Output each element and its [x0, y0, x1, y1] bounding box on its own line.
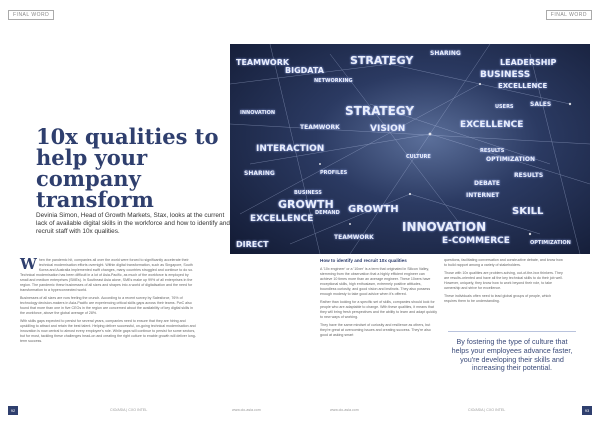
hero-word: DEBATE: [474, 180, 501, 187]
hero-word: VISION: [370, 124, 406, 134]
footer-brand-right: CIO/ASIA | CXO INTEL: [468, 408, 506, 412]
body-column-left: [20, 255, 196, 347]
hero-word: RESULTS: [514, 172, 544, 179]
paragraph: Those with 10x qualities are problem-solving, out-of-the-box thinkers. They are results-oriented and have all the key technical skills to do their job well. However, uniquely, they know how to work beyond their role, to take ownership and strive for excellence.: [444, 271, 563, 290]
footer-url-left: www.cio-asia.com: [232, 408, 261, 412]
hero-word: INTERNET: [466, 192, 500, 199]
hero-word: INNOVATION: [240, 110, 276, 116]
paragraph: A '10x engineer' or a '10xer' is a term that originated in Silicon Valley, stemming from the observation that a highly efficient engineer can achieve 10 times more than an average engineer. These 10xers have exceptional skills, high enthusiasm, extremely positive attitudes, boundless curiosity, and good vision and instincts. They also possess enough modesty to take good advice when it's offered.: [320, 266, 431, 296]
hero-word: EXCELLENCE: [498, 82, 548, 90]
pull-quote-rule: [448, 331, 576, 332]
hero-word: GROWTH: [278, 198, 334, 211]
hero-word: STRATEGY: [350, 54, 414, 67]
paragraph: With skills gaps expected to persist for several years, companies need to ensure that they are hiring and upskilling to attract and retain the best talent. Helping deliver successful, on-going technical modernisation and innovation is now central to almost every employee's role. While gaps will continue to persist for some sectors, but for most, tackling these challenges head-on and creating the right culture to enable growth will deliver long-term success.: [20, 319, 196, 343]
hero-word: E-COMMERCE: [442, 236, 510, 246]
page-number-left: 92: [8, 406, 18, 415]
hero-word: NETWORKING: [314, 78, 353, 84]
footer-url-right: www.cio-asia.com: [330, 408, 359, 412]
hero-word: CULTURE: [406, 154, 431, 160]
paragraph: Businesses of all sizes are now feeling the crunch. According to a recent survey by Salesforce, 76% of technology decision-makers in Asia-Pacific are experiencing critical skills gaps across their teams. PwC also found that more than one in five CEOs in the region are concerned about the availability of key digital skills in the workforce, above the global average of 28%.: [20, 296, 193, 315]
page-number-right: 93: [582, 406, 592, 415]
hero-word: INTERACTION: [256, 144, 325, 154]
hero-word: STRATEGY: [345, 104, 415, 118]
hero-word: OPTIMIZATION: [486, 156, 536, 163]
paragraph: questions, facilitating conversation and constructive debate, and know how to build rapport among a variety of stakeholders.: [444, 258, 563, 267]
paragraph: Rather than looking for a specific set of skills, companies should look for people who are adaptable to change. With these qualities, it means that they will bring fresh perspectives and the ability to learn and adapt quickly to new ways of working.: [320, 299, 438, 319]
hero-word: SALES: [530, 101, 552, 108]
hero-word: INNOVATION: [402, 220, 487, 234]
body-column-right: [444, 258, 564, 307]
hero-word: USERS: [495, 104, 514, 110]
hero-word: DEMAND: [315, 210, 340, 216]
subheading: How to identify and recruit 10x qualities: [320, 258, 407, 263]
hero-word: BIGDATA: [285, 66, 324, 75]
paragraph: These individuals often need to lead global groups of people, which requires them to be understanding.: [444, 294, 552, 303]
hero-word: TEAMWORK: [300, 124, 340, 131]
hero-word: PROFILES: [320, 170, 348, 176]
hero-word: SHARING: [244, 170, 275, 177]
body-column-middle: [320, 258, 438, 341]
hero-word: BUSINESS: [480, 70, 531, 80]
hero-word: SHARING: [430, 50, 461, 57]
hero-word: TEAMWORK: [236, 58, 290, 67]
hero-word: RESULTS: [480, 148, 505, 154]
drop-cap: W: [20, 255, 37, 273]
paragraph: When the pandemic hit, companies all over the world were forced to significantly accelerate their technical modernisation efforts overnight. Within digital transformation, such as Singapore, South Korea and Australia implemented swift changes, many countries struggled and continue to do so. Technical modernisation has been difficult in a lot of Asia-Pacific, as much of the workforce is employed by small and medium enterprises (SMEs). In Southeast Asia alone, SMEs make up 99% of all enterprises in the region. The pandemic threw businesses of all sizes and shapes into a world of digitalisation and the need for transformation to a hyperconnected world.: [20, 255, 194, 292]
hero-word: BUSINESS: [294, 190, 322, 196]
hero-image: [230, 44, 590, 254]
article-title: 10x qualities to help your company transform: [36, 124, 219, 212]
hero-word: DIRECT: [236, 240, 269, 249]
pull-quote: By fostering the type of culture that helps your employees advance faster, you're developing their skills and increasing their potential.: [451, 337, 573, 373]
hero-word: OPTIMIZATION: [530, 240, 571, 246]
hero-word: LEADERSHIP: [500, 58, 557, 67]
section-tag-left: FINAL WORD: [8, 10, 54, 20]
hero-word: TEAMWORK: [334, 234, 374, 241]
paragraph: They have the same mindset of curiosity and resilience as others, but they're great at overcoming issues and creating success. They're also good at asking smart: [320, 322, 431, 337]
article-intro: Devinia Simon, Head of Growth Markets, Stax, looks at the current lack of available digital skills in the workforce and how to identify and recruit staff with 10x qualities.: [36, 212, 230, 235]
hero-word: EXCELLENCE: [250, 214, 314, 224]
footer-brand-left: CIO/ASIA | CXO INTEL: [110, 408, 148, 412]
section-tag-right: FINAL WORD: [546, 10, 592, 20]
hero-word: EXCELLENCE: [460, 120, 524, 130]
hero-word: SKILL: [512, 206, 544, 217]
hero-word: GROWTH: [348, 204, 399, 215]
